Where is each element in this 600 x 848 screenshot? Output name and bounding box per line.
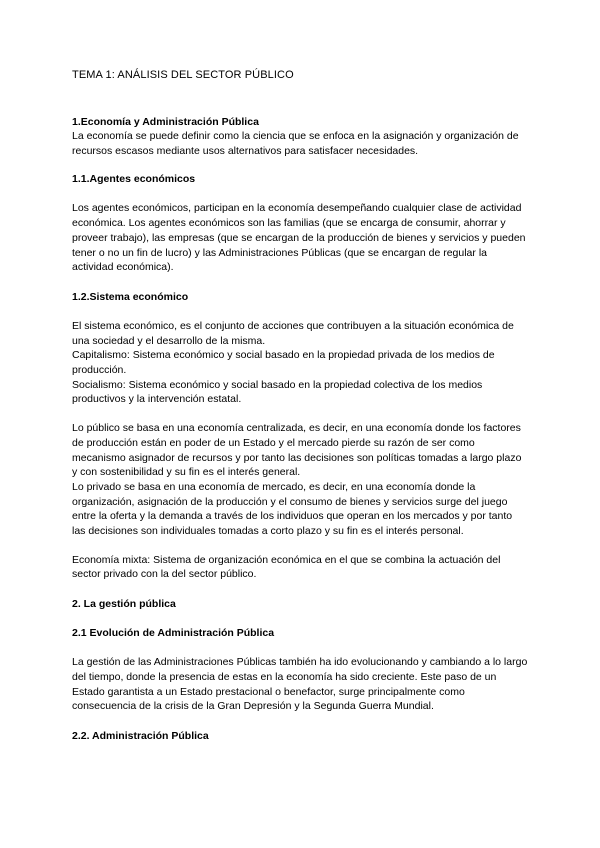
section-1-2-block-b [72,421,528,539]
section-1-heading: 1.Economía y Administración Pública [72,116,259,128]
section-1-1-heading: 1.1.Agentes económicos [72,173,196,186]
section-1-2-paragraph-publico: Lo público se basa en una economía centralizada, es decir, en una economía donde los factores de producción están en poder de un Estado y el mercado pierde su razón de ser como mecanismo asignador de recursos y por tanto las decisiones son políticas tomadas a largo plazo y con sostenibilidad y su fin es el interés general. [72,422,522,479]
section-2-heading: 2. La gestión pública [72,598,176,611]
section-1-body: La economía se puede definir como la ciencia que se enfoca en la asignación y organización de recursos escasos mediante usos alternativos para satisfacer necesidades. [72,130,519,157]
section-2-1-body: La gestión de las Administraciones Públicas también ha ido evolucionando y cambiando a lo largo del tiempo, donde la presencia de estas en la economía ha sido creciente. Este paso de un Estado garantista a un Estado prestacional o benefactor, surge principalmente como consecuencia de la crisis de la Gran Depresión y la Segunda Guerra Mundial. [72,656,528,713]
section-2-2-heading: 2.2. Administración Pública [72,729,209,742]
section-1-2-paragraph-capitalismo: Capitalismo: Sistema económico y social basado en la propiedad privada de los medios de producción. [72,349,495,377]
section-1-2-heading: 1.2.Sistema económico [72,290,189,303]
section-1-2-paragraph-mixta: Economía mixta: Sistema de organización económica en el que se combina la actuación del sector privado con la del sector público. [72,553,501,581]
section-1-2-paragraph-1: El sistema económico, es el conjunto de acciones que contribuyen a la situación económica de una sociedad y el desarrollo de la misma. [72,319,514,347]
section-1-1-body: Los agentes económicos, participan en la economía desempeñando cualquier clase de actividad económica. Los agentes económicos son las familias (que se encarga de consumir, ahorrar y proveer trabajo), las empresas (que se encargan de la producción de bienes y servicios y pueden tener o no un fin de lucro) y las Administraciones Públicas (que se encargan de regular la actividad económica). [72,202,526,274]
section-2-1-heading: 2.1 Evolución de Administración Pública [72,627,275,640]
section-1-2-paragraph-privado: Lo privado se basa en una economía de mercado, es decir, en una economía donde la organización, asignación de la producción y el consumo de bienes y servicios surge del juego entre la oferta y la demanda a través de los individuos que operan en los mercados y por tanto las decisiones son individuales tomadas a corto plazo y su fin es el interés personal. [72,480,513,538]
section-1-2-block-a [72,319,528,407]
document-title: TEMA 1: ANÁLISIS DEL SECTOR PÚBLICO [72,69,294,81]
section-1-2-paragraph-socialismo: Socialismo: Sistema económico y social basado en la propiedad colectiva de los medios productivos y la intervención estatal. [72,378,483,406]
document-page [72,68,528,743]
